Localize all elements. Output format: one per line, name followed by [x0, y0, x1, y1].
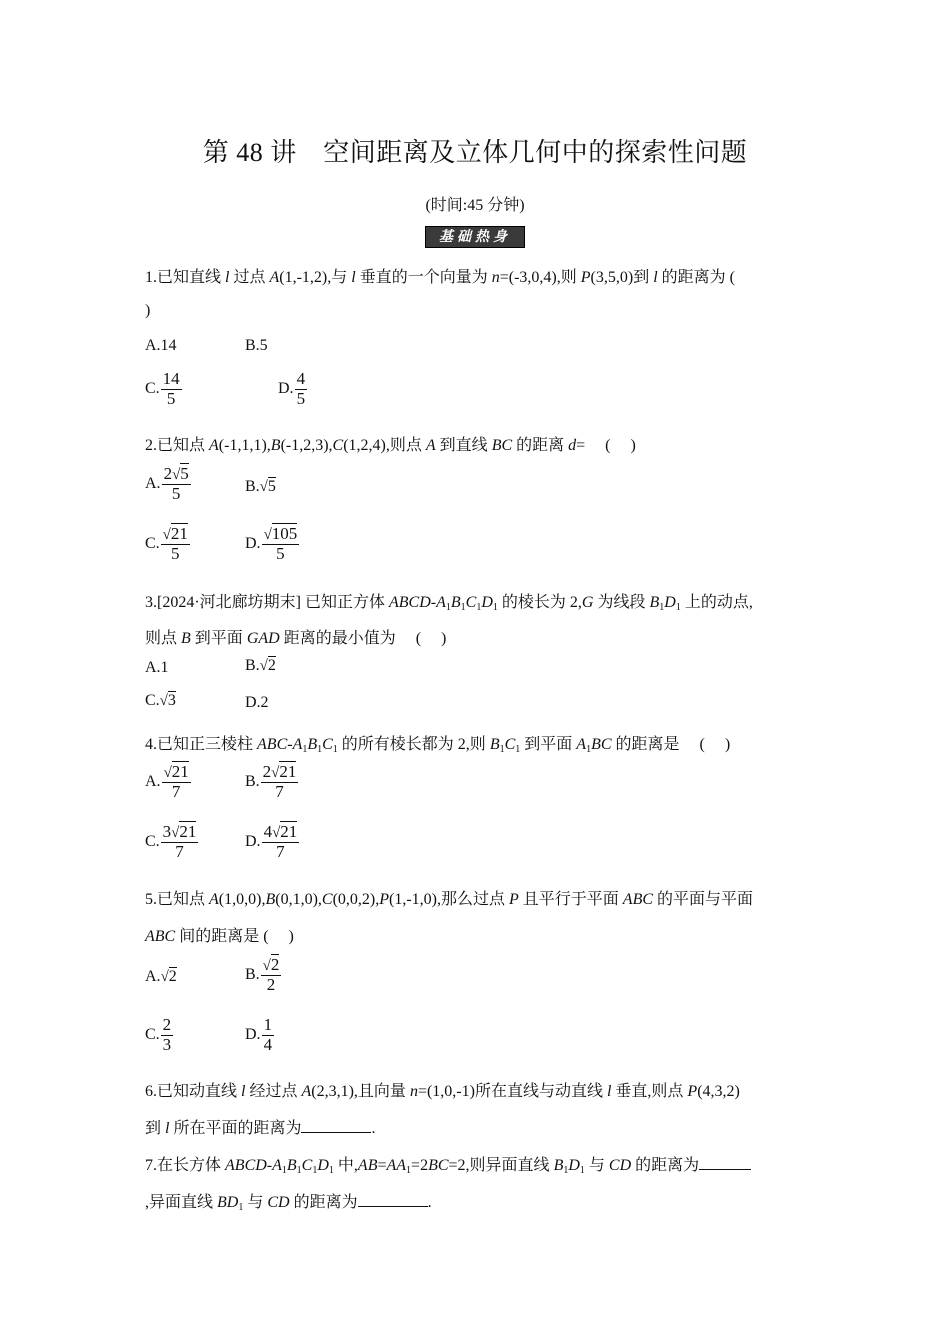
- q5-option-a: A. √2: [145, 968, 177, 985]
- sqrt-icon: √: [162, 527, 171, 543]
- q3-option-d: D.2: [245, 694, 269, 711]
- sqrt-icon: √: [172, 467, 181, 483]
- sqrt-icon: √: [163, 765, 172, 781]
- question-3-stem: 3.[2024·河北廊坊期末] 已知正方体 ABCD-$A_1B_1C_1D_1$ 的棱长为 2,G 为线段 $B_1D_1$ 上的动点,: [145, 594, 753, 613]
- section-badge: 基础热身: [425, 226, 525, 248]
- question-6-stem-cont: 到 l 所在平面的距离为 .: [145, 1120, 376, 1137]
- fraction: $\frac{2}{3}$: [162, 1015, 172, 1054]
- fraction: $\frac{2√21}{7}$: [262, 762, 297, 801]
- question-5-stem: 5.已知点 A(1,0,0),B(0,1,0),C(0,0,2),P(1,-1,0),那么过点 P 且平行于平面 ABC 的平面与平面: [145, 891, 754, 908]
- q1-option-b: B.5: [245, 337, 268, 354]
- answer-blank[interactable]: [699, 1155, 751, 1170]
- q3-option-b: B. √2: [245, 657, 276, 674]
- q2-option-b: B. √5: [245, 478, 276, 495]
- q5-option-c: C. $\frac{2}{3}$: [145, 1015, 172, 1054]
- sqrt-icon: √: [259, 658, 268, 674]
- fraction: $\frac{√21}{5}$: [162, 524, 188, 563]
- question-3-stem-cont: 则点 B 到平面 GAD 距离的最小值为 ( ): [145, 630, 447, 647]
- q4-option-b: B. $\frac{2√21}{7}$: [245, 762, 297, 801]
- sqrt-icon: √: [271, 765, 280, 781]
- fraction: $\frac{√105}{5}$: [263, 524, 298, 563]
- q4-option-d: D. $\frac{4√21}{7}$: [245, 822, 298, 861]
- page-title: 第 48 讲 空间距离及立体几何中的探索性问题: [202, 138, 748, 167]
- question-1-stem-cont: ): [145, 302, 151, 319]
- sqrt-icon: √: [272, 825, 281, 841]
- q3-option-a: A.1: [145, 659, 169, 676]
- q2-option-c: C. $\frac{√21}{5}$: [145, 524, 188, 563]
- q5-option-d: D. $\frac{1}{4}$: [245, 1015, 273, 1054]
- sqrt-icon: √: [159, 693, 168, 709]
- fraction: $\frac{1}{4}$: [263, 1015, 273, 1054]
- q5-option-b: B. $\frac{√2}{2}$: [245, 955, 280, 994]
- question-7-stem-cont: ,异面直线 $BD_1$ 与 CD 的距离为 .: [145, 1194, 432, 1213]
- question-6-stem: 6.已知动直线 l 经过点 A(2,3,1),且向量 n=(1,0,-1)所在直线与动直线 l 垂直,则点 P(4,3,2): [145, 1083, 740, 1100]
- sqrt-icon: √: [262, 958, 271, 974]
- sqrt-icon: √: [263, 527, 272, 543]
- q2-option-a: A. $\frac{2√5}{5}$: [145, 464, 189, 503]
- answer-blank[interactable]: [358, 1192, 428, 1207]
- fraction: $\frac{4}{5}$: [296, 369, 306, 408]
- q1-option-d: D. $\frac{4}{5}$: [278, 369, 306, 408]
- question-7-stem: 7.在长方体 ABCD-$A_1B_1C_1D_1$ 中$,AB=AA_1=2BC=2$,则异面直线 $B_1D_1$ 与 CD 的距离为: [145, 1152, 751, 1176]
- answer-blank[interactable]: [301, 1118, 371, 1133]
- sqrt-icon: √: [259, 479, 268, 495]
- fraction: $\frac{√21}{7}$: [163, 762, 189, 801]
- q4-option-c: C. $\frac{3√21}{7}$: [145, 822, 197, 861]
- question-5-stem-cont: ABC 间的距离是 ( ): [145, 928, 294, 945]
- question-2-stem: 2.已知点 A(-1,1,1),B(-1,2,3),C(1,2,4),则点 A 到直线 BC 的距离 d= ( ): [145, 437, 636, 454]
- sqrt-icon: √: [160, 969, 169, 985]
- question-1-stem: 1.已知直线 l 过点 A(1,-1,2),与 l 垂直的一个向量为 n=(-3,0,4),则 P(3,5,0)到 l 的距离为 (: [145, 269, 735, 286]
- question-4-stem: 4.已知正三棱柱 ABC-$A_1B_1C_1$ 的所有棱长都为 2,则 $B_1C_1$ 到平面 $A_1BC$ 的距离是 ( ): [145, 736, 731, 755]
- fraction: $\frac{14}{5}$: [162, 369, 180, 408]
- sqrt-icon: √: [171, 825, 180, 841]
- fraction: $\frac{2√5}{5}$: [163, 464, 189, 503]
- q2-option-d: D. $\frac{√105}{5}$: [245, 524, 298, 563]
- q1-option-a: A.14: [145, 337, 177, 354]
- fraction: $\frac{√2}{2}$: [262, 955, 280, 994]
- q3-option-c: C. √3: [145, 692, 176, 709]
- q1-option-c: C. $\frac{14}{5}$: [145, 369, 180, 408]
- q4-option-a: A. $\frac{√21}{7}$: [145, 762, 189, 801]
- fraction: $\frac{3√21}{7}$: [162, 822, 197, 861]
- fraction: $\frac{4√21}{7}$: [263, 822, 298, 861]
- time-limit: (时间:45 分钟): [425, 197, 525, 214]
